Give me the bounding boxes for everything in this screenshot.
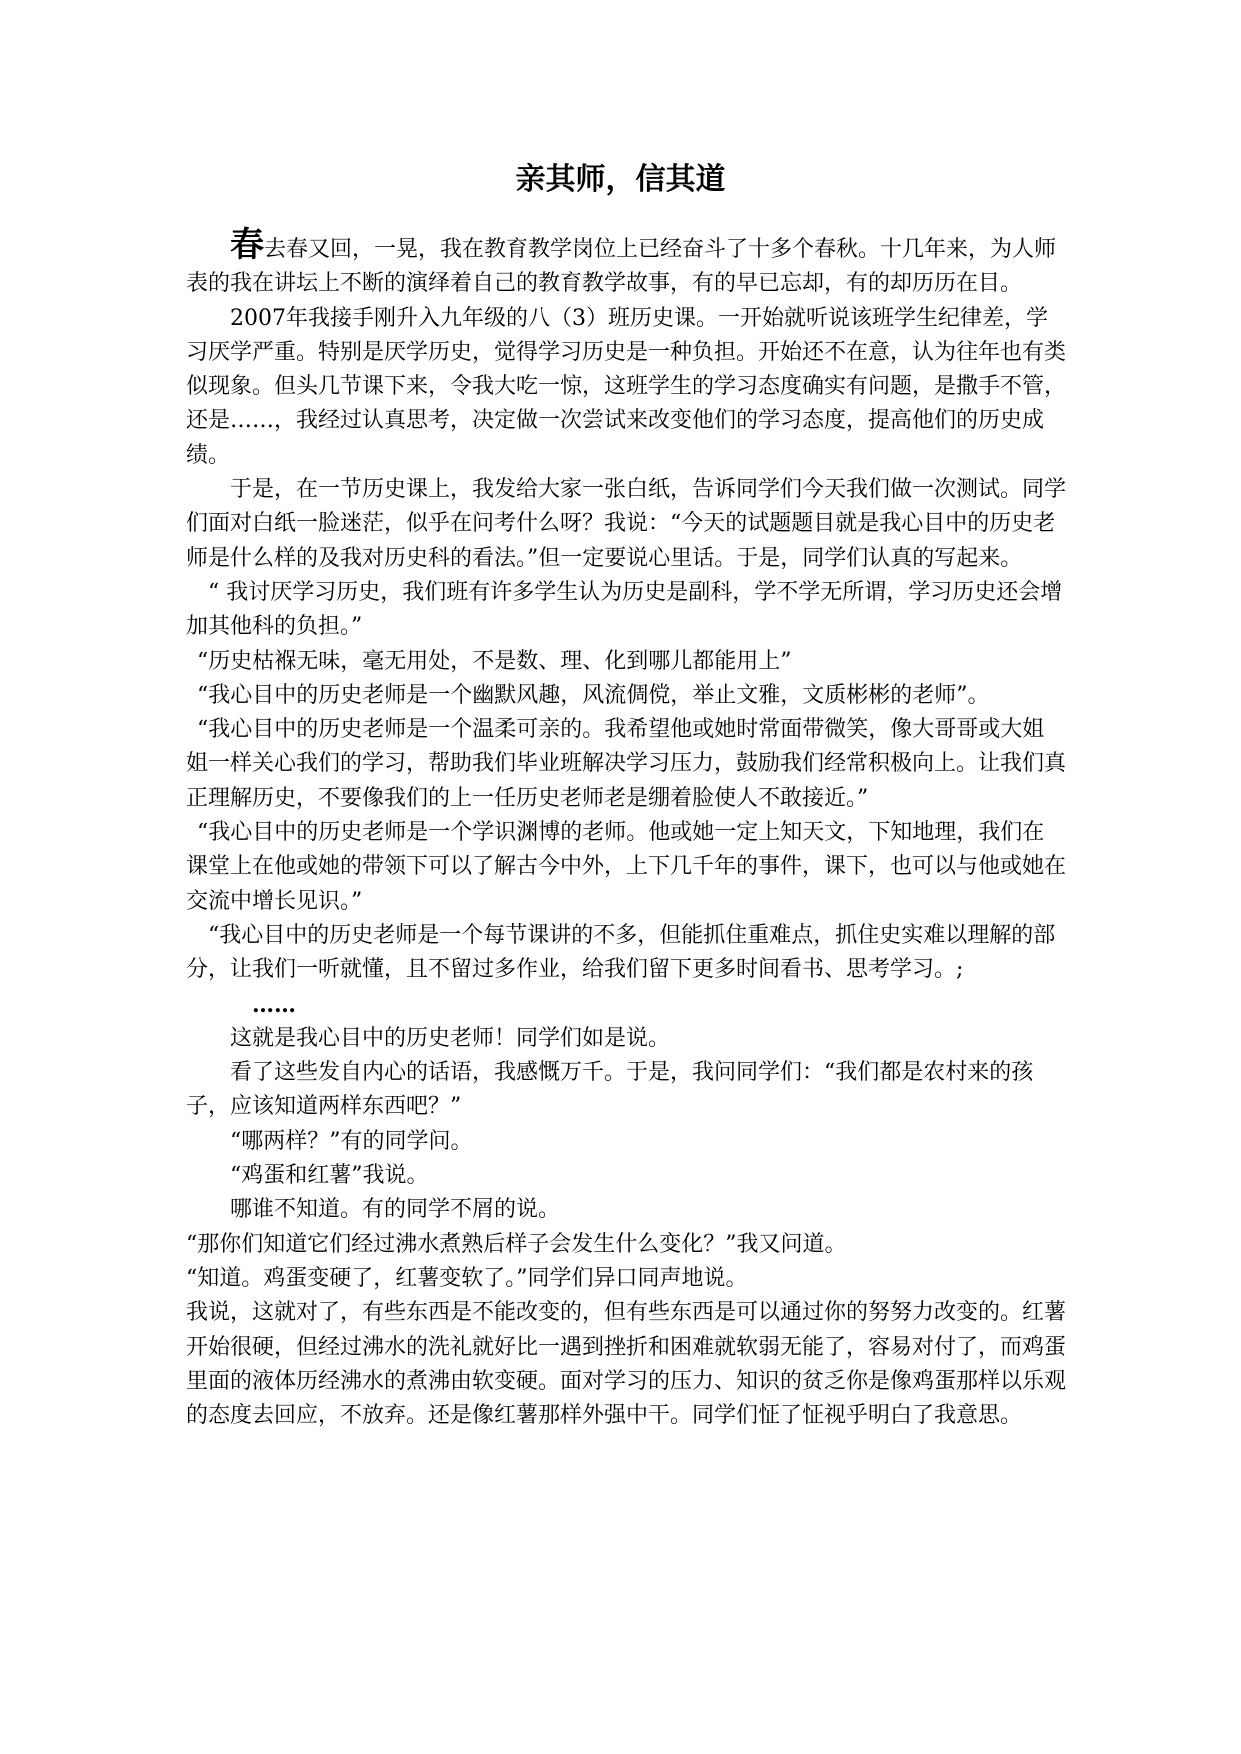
quote-boring: “历史枯褓无味，毫无用处，不是数、理、化到哪儿都能用上” bbox=[197, 648, 792, 674]
quote-learned-teacher: “我心目中的历史老师是一个学识渊博的老师。他或她一定上知天文，下知地理，我们在课堂上在他或她的带领下可以了解古今中外，上下几千年的事件，课下，也可以与他或她在交流中增长见识。” bbox=[186, 820, 1067, 914]
drop-cap: 春 bbox=[230, 225, 264, 265]
quote-gentle-teacher: “我心目中的历史老师是一个温柔可亲的。我希望他或她时常面带微笑，像大哥哥或大姐姐一样关心我们的学习，帮助我们毕业班解决学习压力，鼓励我们经常积极向上。让我们真正理解历史，不要像我们的上一任历史老师老是绷着脸使人不敢接近。” bbox=[186, 717, 1067, 811]
quote-humorous-teacher: “我心目中的历史老师是一个幽默风趣，风流倜傥，举止文雅，文质彬彬的老师”。 bbox=[197, 682, 990, 708]
quote-concise-teacher: “我心目中的历史老师是一个每节课讲的不多，但能抓住重难点，抓住史实难以理解的部分，让我们一听就懂，且不留过多作业，给我们留下更多时间看书、思考学习。; bbox=[186, 922, 1056, 983]
paragraph-2007: 2007年我接手刚升入九年级的八（3）班历史课。一开始就听说该班学生纪律差，学习厌学严重。特别是厌学历史，觉得学习历史是一种负担。开始还不在意，认为往年也有类似现象。但头几节课下来，令我大吃一惊，这班学生的学习态度确实有问题，是撒手不管，还是……，我经过认真思考，决定做一次尝试来改变他们的学习态度，提高他们的历史成绩。 bbox=[186, 305, 1067, 468]
dialogue-which-two: “哪两样？”有的同学问。 bbox=[230, 1128, 473, 1154]
page-title: 亲其师，信其道 bbox=[515, 162, 726, 197]
quote-dislike-history: “ 我讨厌学习历史，我们班有许多学生认为历史是副科，学不学无所谓，学习历史还会增加其他科的负担。” bbox=[186, 579, 1063, 640]
dialogue-who-doesnt-know: 哪谁不知道。有的同学不屑的说。 bbox=[230, 1197, 561, 1223]
document-body bbox=[186, 225, 1067, 1433]
paragraph-intro-text: 去春又回，一晃，我在教育教学岗位上已经奋斗了十多个春秋。十几年来，为人师表的我在讲坛上不断的演绎着自己的教育教学故事，有的早已忘却，有的却历历在目。 bbox=[186, 237, 1057, 297]
dialogue-egg-potato: “鸡蛋和红薯”我说。 bbox=[230, 1163, 429, 1189]
paragraph-summary: 这就是我心目中的历史老师！同学们如是说。 bbox=[230, 1025, 671, 1051]
paragraph-conclusion: 我说，这就对了，有些东西是不能改变的，但有些东西是可以通过你的努努力改变的。红薯开始很硬，但经过沸水的洗礼就好比一遇到挫折和困难就软弱无能了，容易对付了，而鸡蛋里面的液体历经沸水的煮沸由软变硬。面对学习的压力、知识的贫乏你是像鸡蛋那样以乐观的态度去回应，不放弃。还是像红薯那样外强中干。同学们怔了怔视乎明白了我意思。 bbox=[186, 1300, 1067, 1429]
dialogue-boiling-question: “那你们知道它们经过沸水煮熟后样子会发生什么变化？”我又问道。 bbox=[186, 1231, 847, 1257]
ellipsis-line: …… bbox=[252, 991, 296, 1018]
paragraph-intro bbox=[186, 225, 1066, 302]
dialogue-answer: “知道。鸡蛋变硬了，红薯变软了。”同学们异口同声地说。 bbox=[186, 1265, 748, 1291]
paragraph-test: 于是，在一节历史课上，我发给大家一张白纸，告诉同学们今天我们做一次测试。同学们面对白纸一脸迷茫，似乎在问考什么呀？我说：“今天的试题题目就是我心目中的历史老师是什么样的及我对历史科的看法。”但一定要说心里话。于是，同学们认真的写起来。 bbox=[186, 477, 1067, 571]
paragraph-question: 看了这些发自内心的话语，我感慨万千。于是，我问同学们：“我们都是农村来的孩子，应该知道两样东西吧？” bbox=[186, 1060, 1034, 1120]
